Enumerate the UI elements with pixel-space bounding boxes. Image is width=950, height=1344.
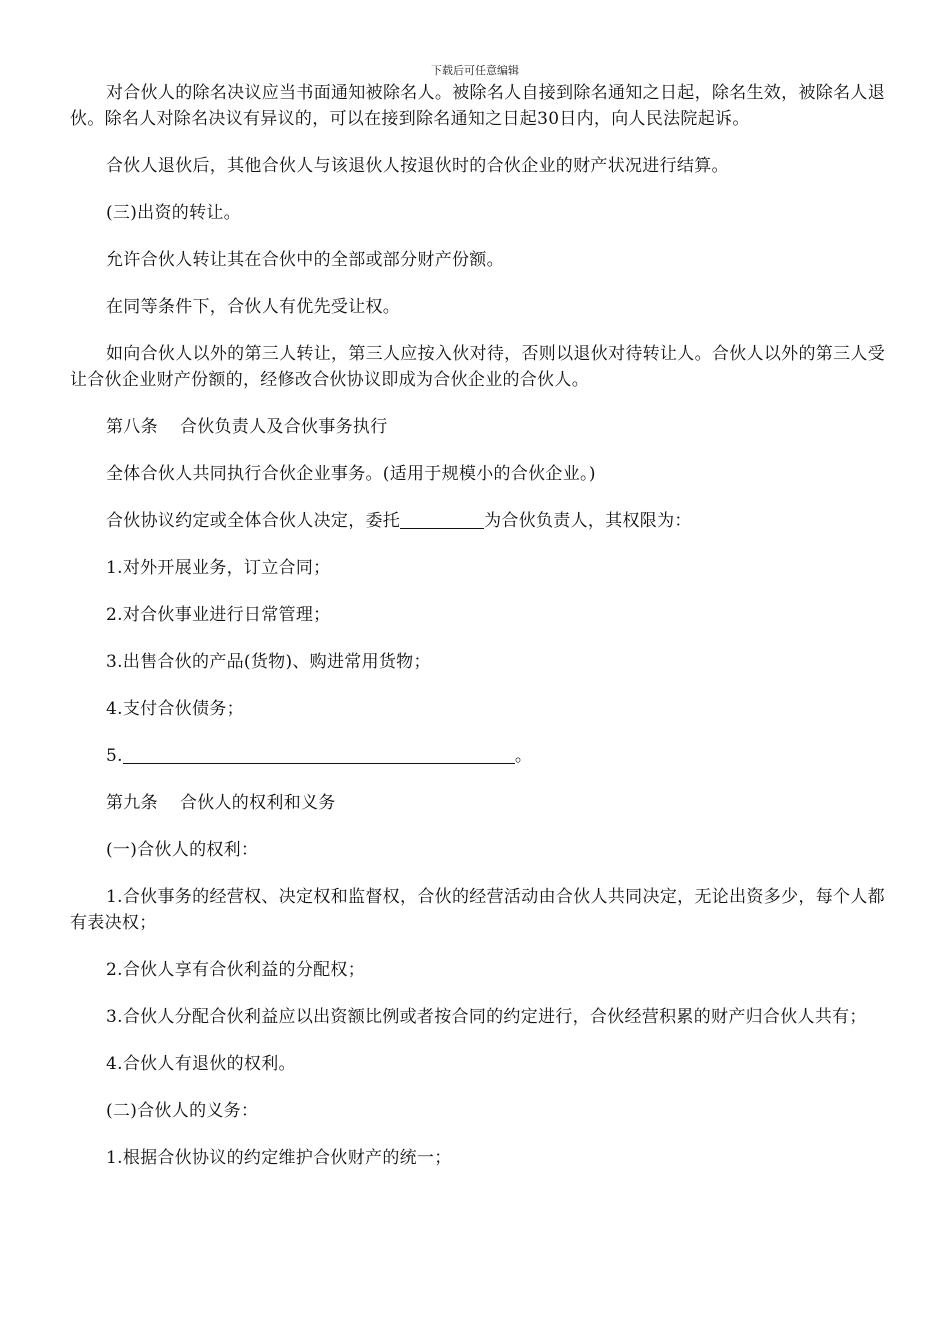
appoint-text-after: 为合伙负责人，其权限为： — [484, 511, 692, 531]
section-heading-transfer: (三)出资的转让。 — [106, 203, 241, 223]
rights-item-1: 1.合伙事务的经营权、决定权和监督权，合伙的经营活动由合伙人共同决定，无论出资多少，每个人都有表决权； — [70, 887, 885, 933]
list-item-5-blank — [123, 745, 515, 764]
article-9-title: 合伙人的权利和义务 — [179, 793, 336, 813]
article-8-heading — [70, 414, 885, 440]
paragraph-preemptive-right: 在同等条件下，合伙人有优先受让权。 — [106, 297, 401, 317]
duties-heading: (二)合伙人的义务： — [106, 1101, 259, 1121]
duties-item-1: 1.根据合伙协议的约定维护合伙财产的统一； — [106, 1148, 452, 1168]
list-item-5-suffix: 。 — [514, 746, 533, 766]
rights-item-2: 2.合伙人享有合伙利益的分配权； — [106, 960, 366, 980]
article-8-title: 合伙负责人及合伙事务执行 — [179, 417, 388, 437]
paragraph-transfer-allowed: 允许合伙人转让其在合伙中的全部或部分财产份额。 — [106, 250, 504, 270]
list-item-1: 1.对外开展业务，订立合同； — [106, 558, 331, 578]
rights-item-3: 3.合伙人分配合伙利益应以出资额比例或者按合同的约定进行，合伙经营积累的财产归合伙人共有； — [106, 1007, 867, 1027]
rights-item-4: 4.合伙人有退伙的权利。 — [106, 1054, 296, 1074]
paragraph-expulsion-notice: 对合伙人的除名决议应当书面通知被除名人。被除名人自接到除名通知之日起，除名生效，被除名人退伙。除名人对除名决议有异议的，可以在接到除名通知之日起30日内，向人民法院起诉。 — [70, 83, 885, 129]
list-item-5 — [70, 743, 885, 769]
article-8-number: 第八条 — [106, 417, 158, 437]
list-item-4: 4.支付合伙债务； — [106, 699, 244, 719]
article-9-number: 第九条 — [106, 793, 158, 813]
paragraph-settlement: 合伙人退伙后，其他合伙人与该退伙人按退伙时的合伙企业的财产状况进行结算。 — [106, 156, 729, 176]
paragraph-joint-execution: 全体合伙人共同执行合伙企业事务。(适用于规模小的合伙企业。) — [106, 464, 596, 484]
rights-heading: (一)合伙人的权利： — [106, 840, 259, 860]
appoint-text-before: 合伙协议约定或全体合伙人决定，委托 — [106, 511, 401, 531]
paragraph-third-party-transfer: 如向合伙人以外的第三人转让，第三人应按入伙对待，否则以退伙对待转让人。合伙人以外的第三人受让合伙企业财产份额的，经修改合伙协议即成为合伙企业的合伙人。 — [70, 344, 885, 390]
list-item-2: 2.对合伙事业进行日常管理； — [106, 605, 331, 625]
paragraph-appoint-manager — [70, 508, 885, 534]
list-item-5-prefix: 5. — [106, 746, 123, 766]
article-9-heading — [70, 790, 885, 816]
manager-name-blank — [400, 510, 484, 529]
header-note: 下载后可任意编辑 — [431, 64, 519, 77]
list-item-3: 3.出售合伙的产品(货物)、购进常用货物； — [106, 652, 431, 672]
document-body — [70, 80, 885, 1192]
